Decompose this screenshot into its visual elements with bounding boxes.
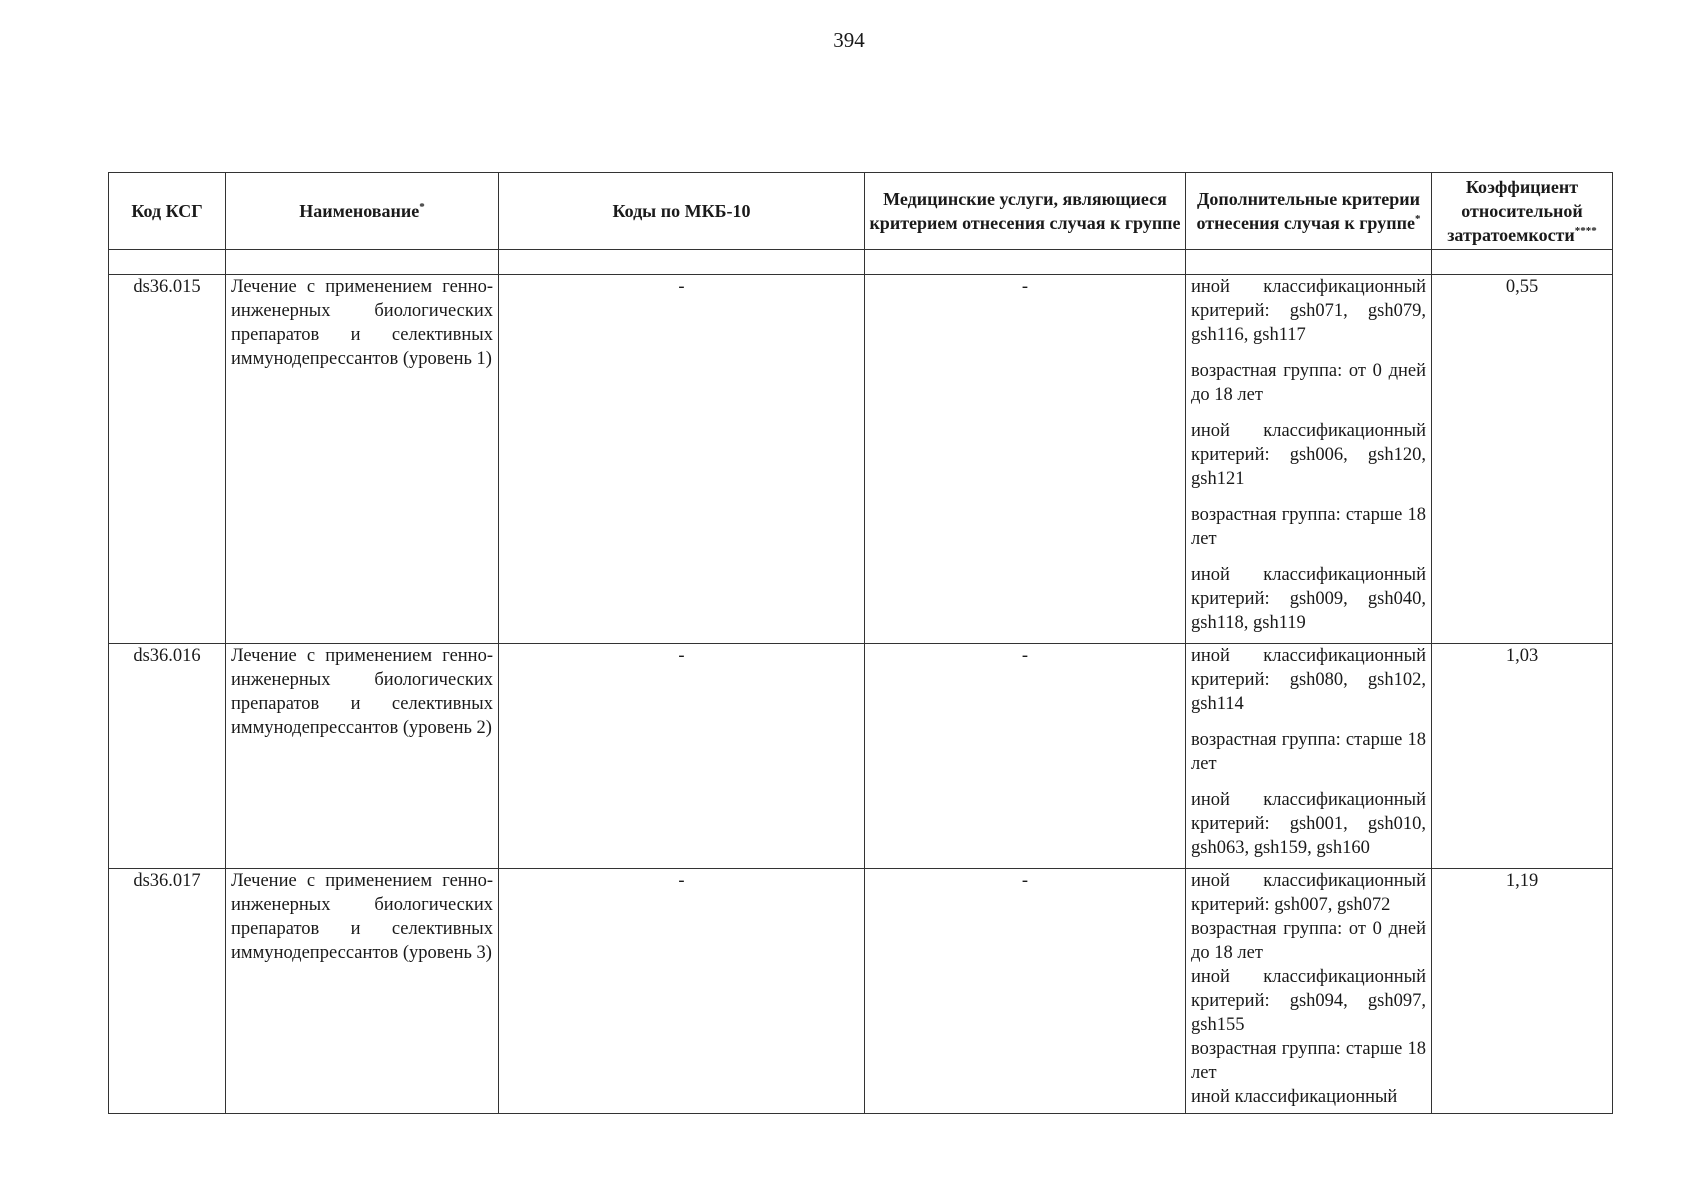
additional-criteria <box>1186 644 1432 869</box>
criterion: возрастная группа: старше 18 лет <box>1191 1039 1426 1083</box>
footnote-mark: **** <box>1574 225 1597 237</box>
criterion: иной классификационный <box>1191 1087 1398 1107</box>
table-header-row <box>109 173 1613 250</box>
ksg-name: Лечение с применением генно-инженерных биологических препаратов и селективных иммунодепрессантов (уровень 3) <box>226 869 499 1114</box>
criterion: иной классификационный критерий: gsh001, gsh010, gsh063, gsh159, gsh160 <box>1191 790 1426 858</box>
header-name: Наименование* <box>226 173 499 250</box>
criterion: иной классификационный критерий: gsh094, gsh097, gsh155 <box>1191 967 1426 1035</box>
ksg-code: ds36.016 <box>109 644 226 869</box>
footnote-mark: * <box>419 201 425 213</box>
criterion: возрастная группа: от 0 дней до 18 лет <box>1191 361 1426 405</box>
table-row <box>109 869 1613 1114</box>
header-spacer-row <box>109 250 1613 275</box>
criterion: иной классификационный критерий: gsh009, gsh040, gsh118, gsh119 <box>1191 565 1426 633</box>
criterion: возрастная группа: старше 18 лет <box>1191 505 1426 549</box>
cost-coefficient: 1,19 <box>1432 869 1613 1114</box>
footnote-mark: * <box>1414 213 1421 225</box>
header-icd: Коды по МКБ-10 <box>499 173 865 250</box>
criterion: иной классификационный критерий: gsh071, gsh079, gsh116, gsh117 <box>1191 277 1426 345</box>
additional-criteria <box>1186 275 1432 644</box>
criterion: возрастная группа: от 0 дней до 18 лет <box>1191 919 1426 963</box>
criterion: иной классификационный критерий: gsh007, gsh072 <box>1191 871 1426 915</box>
header-services: Медицинские услуги, являющиеся критерием отнесения случая к группе <box>865 173 1186 250</box>
ksg-table <box>108 172 1613 1114</box>
header-coef: Коэффициент относительной затратоемкости**** <box>1432 173 1613 250</box>
criterion: возрастная группа: старше 18 лет <box>1191 730 1426 774</box>
table-row <box>109 644 1613 869</box>
cost-coefficient: 1,03 <box>1432 644 1613 869</box>
ksg-code: ds36.015 <box>109 275 226 644</box>
icd-codes: - <box>499 644 865 869</box>
header-code: Код КСГ <box>109 173 226 250</box>
header-criteria: Дополнительные критерии отнесения случая к группе* <box>1186 173 1432 250</box>
table-row <box>109 275 1613 644</box>
medical-services: - <box>865 275 1186 644</box>
medical-services: - <box>865 644 1186 869</box>
icd-codes: - <box>499 275 865 644</box>
icd-codes: - <box>499 869 865 1114</box>
criterion: иной классификационный критерий: gsh006, gsh120, gsh121 <box>1191 421 1426 489</box>
medical-services: - <box>865 869 1186 1114</box>
ksg-name: Лечение с применением генно-инженерных биологических препаратов и селективных иммунодепрессантов (уровень 2) <box>226 644 499 869</box>
cost-coefficient: 0,55 <box>1432 275 1613 644</box>
additional-criteria <box>1186 869 1432 1114</box>
ksg-name: Лечение с применением генно-инженерных биологических препаратов и селективных иммунодепрессантов (уровень 1) <box>226 275 499 644</box>
ksg-code: ds36.017 <box>109 869 226 1114</box>
criterion: иной классификационный критерий: gsh080, gsh102, gsh114 <box>1191 646 1426 714</box>
page-number: 394 <box>833 28 865 52</box>
